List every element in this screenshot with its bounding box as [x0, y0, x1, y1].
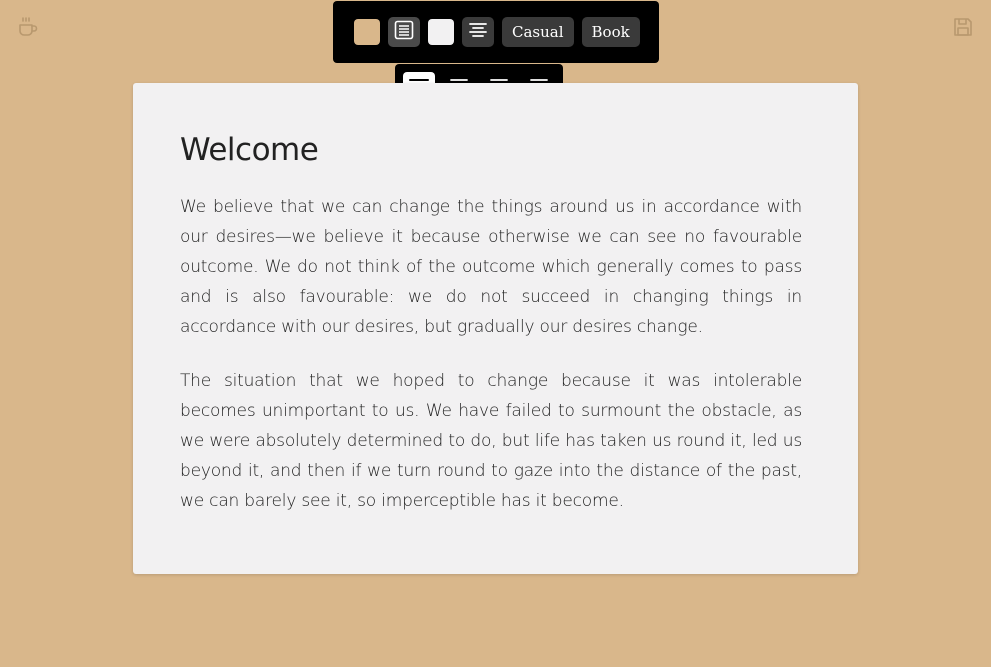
font-casual-button[interactable]: Casual	[502, 17, 574, 47]
background-color-swatch[interactable]	[354, 19, 380, 45]
floppy-save-icon[interactable]	[950, 14, 976, 40]
document-paragraph[interactable]: The situation that we hoped to change because it was intolerable becomes unimportant to us. We have failed to surmount the obstacle, as we were absolutely determined to do, but life has taken us round it, led us beyond it, and then if we turn round to gaze into the distance of the past, we can barely see it, so imperceptible has it become.	[180, 371, 802, 511]
coffee-cup-icon[interactable]	[15, 14, 41, 40]
document-title[interactable]: Welcome	[180, 132, 319, 168]
align-center-icon	[468, 20, 488, 44]
text-align-button[interactable]	[462, 17, 494, 47]
document-page[interactable]	[133, 83, 858, 574]
document-paragraph[interactable]: We believe that we can change the things around us in accordance with our desires—we believe it because otherwise we can see no favourable outcome. We do not think of the outcome which generally comes to pass and is also favourable: we do not succeed in changing things in accordance with our desires, but gradually our desires change.	[180, 197, 802, 337]
style-book-button[interactable]: Book	[582, 17, 640, 47]
paper-color-swatch[interactable]	[428, 19, 454, 45]
page-lines-icon	[393, 19, 415, 45]
paper-mode-button[interactable]	[388, 17, 420, 47]
formatting-toolbar	[333, 1, 659, 63]
